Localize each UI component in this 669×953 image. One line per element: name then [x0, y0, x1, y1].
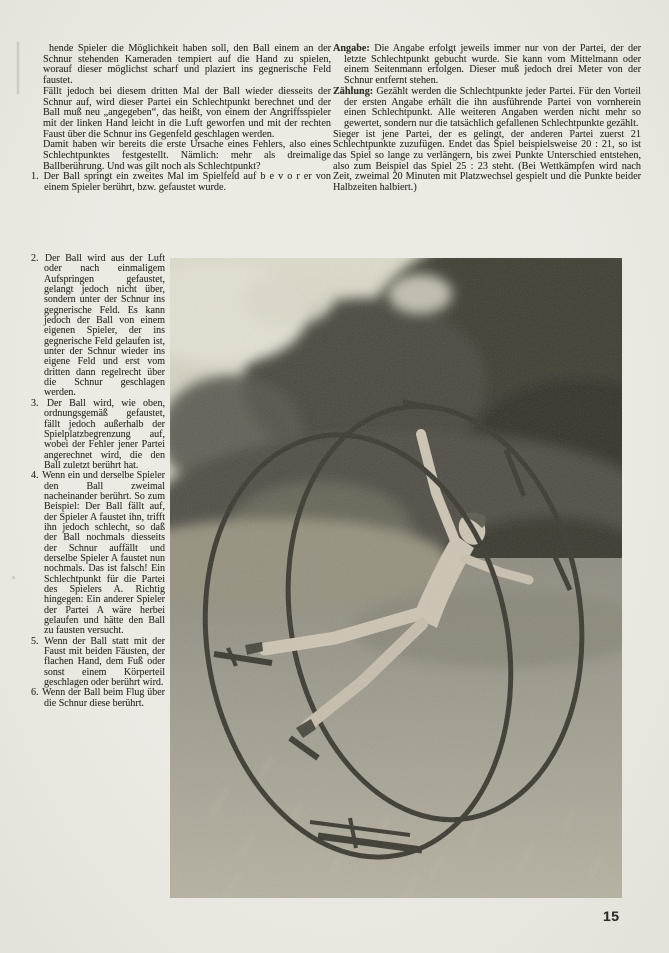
- section-angabe-label: Angabe:: [333, 43, 370, 54]
- list-item-3-number: 3.: [31, 397, 39, 409]
- scan-artifact: [17, 42, 19, 94]
- list-item-3: [31, 399, 165, 471]
- list-item-2-number: 2.: [31, 253, 39, 264]
- list-item-6: [31, 688, 165, 709]
- gym-wheel-photo: [170, 258, 622, 898]
- list-item-2-text: Der Ball wird aus der Luft oder nach einmaligem Aufspringen gefaustet, gelangt jedoch nicht über, sondern unter der Schnur ins gegnerische Feld. Es kann jedoch der Ball von einem eigenen Spieler, der ins gegnerische Feld gelaufen ist, unter der Schnur wieder ins eigene Feld und erst vom dritten dann regelrecht über die Schnur geschlagen werden.: [44, 253, 165, 399]
- paragraph-faellt: Fällt jedoch bei diesem dritten Mal der Ball wieder diesseits der Schnur auf, wird dieser Partei ein Schlechtpunkt berechnet und der Ball muß neu „angegeben“, das heißt, von einem der Angriffsspieler mit der linken Hand leicht in die Luft geworfen und mit der rechten Faust über die Schnur ins Gegenfeld geschlagen werden.: [43, 85, 331, 140]
- list-item-3-text: Der Ball wird, wie oben, ordnungsgemäß gefaustet, fällt jedoch außerhalb der Spielplatzbegrenzung auf, wobei der Fehler jener Partei angerechnet wird, die den Ball zuletzt berührt hat.: [44, 397, 165, 471]
- section-angabe-text: Die Angabe erfolgt jeweils immer nur von der Partei, der der letzte Schlechtpunkt gebucht wurde. Sie kann vom Mittelmann oder einem Seitenmann erfolgen. Dieser muß jedoch drei Meter von der Schnur entfernt stehen.: [344, 43, 641, 87]
- list-item-4-text: Wenn ein und derselbe Spieler den Ball zweimal nacheinander berührt. So zum Beispiel: Der Ball fällt auf, der Spieler A faustet ihn, trifft ihn jedoch schlecht, so daß der Ball nochmals diesseits der Schnur auffällt und derselbe Spieler A faustet nun nochmals. Das ist falsch! Ein Schlechtpunkt für die Partei des Spielers A. Richtig hingegen: Ein anderer Spieler der Partei A wäre herbei gelaufen und hätte den Ball zu fausten versucht.: [42, 470, 165, 637]
- scan-artifact: [12, 576, 15, 579]
- section-zaehlung-text: Gezählt werden die Schlechtpunkte jeder Partei. Für den Vorteil der ersten Angabe erhält die ihn ausführende Partei von vornherein einen Schlechtpunkt. Alle weiteren Angaben werden nicht mehr so gewertet, sondern nur die tatsächlich gefallenen Schlechtpunkte gezählt.: [344, 85, 641, 129]
- list-item-6-text: Wenn der Ball beim Flug über die Schnur diese berührt.: [42, 687, 165, 709]
- list-item-6-number: 6.: [31, 687, 39, 699]
- paragraph-continuation: hende Spieler die Möglichkeit haben soll, den Ball einem an der Schnur stehenden Kameraden tempiert auf die Hand zu spielen, worauf dieser möglichst scharf und plaziert ins gegnerische Feld faustet.: [43, 43, 331, 87]
- list-item-1-text: Der Ball springt ein zweites Mal im Spielfeld auf b e v o r er von einem Spieler berührt, bzw. gefaustet wurde.: [43, 171, 331, 194]
- section-zaehlung-label: Zählung:: [333, 85, 374, 97]
- list-item-4: [31, 471, 165, 637]
- left-column-narrow: [31, 254, 165, 709]
- left-column-top: [31, 44, 331, 194]
- photo-grain: [170, 258, 622, 898]
- list-item-2: [31, 254, 165, 399]
- list-item-5-text: Wenn der Ball statt mit der Faust mit beiden Fäusten, der flachen Hand, dem Fuß oder sonst einem Körperteil geschlagen oder berührt wird.: [44, 635, 165, 689]
- list-item-5: [31, 637, 165, 689]
- section-zaehlung: [333, 87, 641, 130]
- page-number: 15: [603, 908, 620, 924]
- list-item-1: [31, 172, 331, 193]
- list-item-5-number: 5.: [31, 635, 39, 647]
- section-angabe: [333, 44, 641, 87]
- list-item-4-number: 4.: [31, 470, 39, 482]
- paragraph-sieger: Sieger ist jene Partei, der es gelingt, der anderen Partei zuerst 21 Schlechtpunkte zuzufügen. Endet das Spiel beispielsweise 20 : 21, so ist das Spiel so lange zu verlängern, bis zwei Punkte Unterschied entstehen, also zum Beispiel das Spiel 25 : 23 steht. (Bei Wettkämpfen wird nach Zeit, zweimal 20 Minuten mit Platzwechsel gespielt und die Punkte beider Halbzeiten halbiert.): [333, 128, 641, 194]
- paragraph-damit: Damit haben wir bereits die erste Ursache eines Fehlers, also eines Schlechtpunktes festgestellt. Nämlich: mehr als dreimalige Ballberührung. Und was gilt noch als Schlechtpunkt?: [43, 139, 331, 172]
- right-column: [333, 44, 641, 194]
- list-item-1-number: 1.: [31, 171, 39, 183]
